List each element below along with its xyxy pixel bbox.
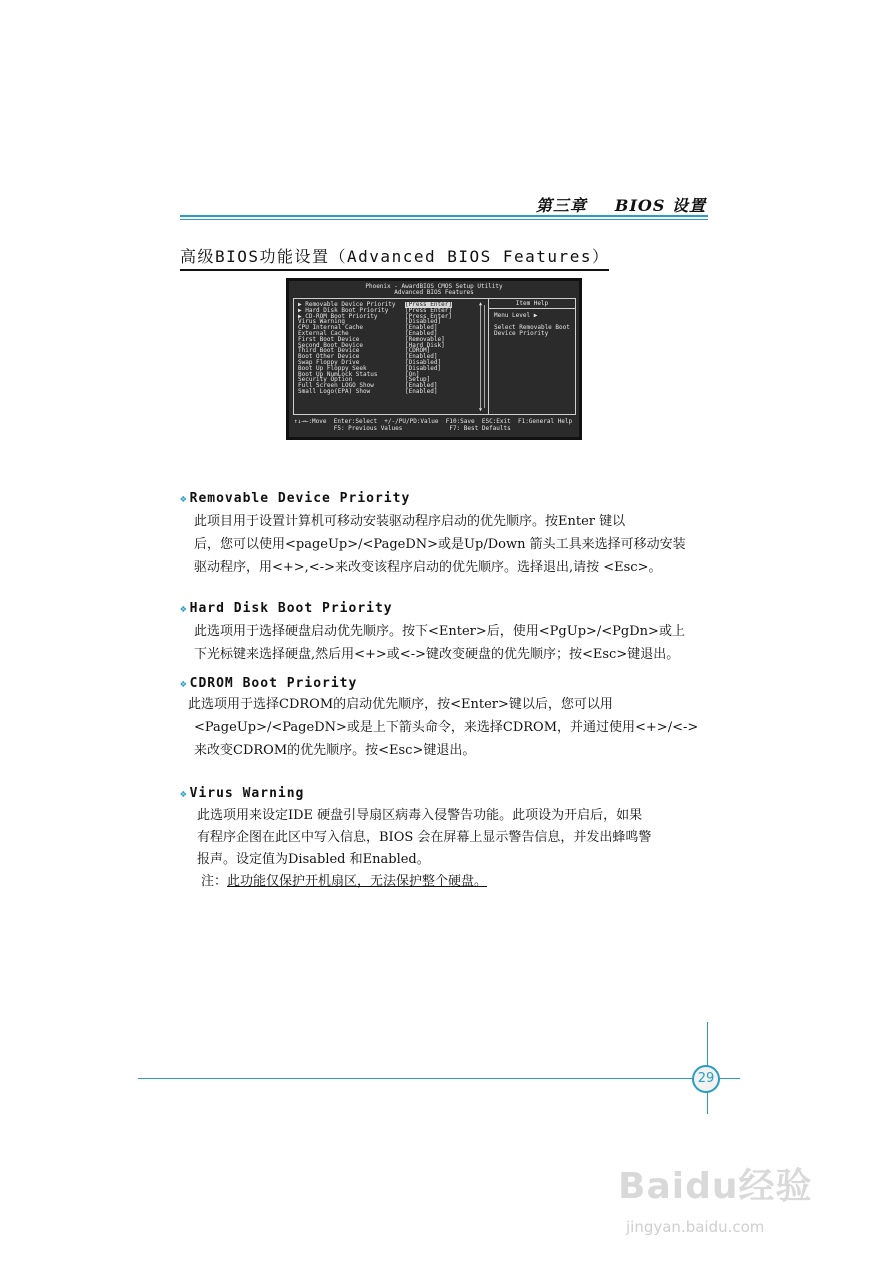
- section-title: 高级BIOS功能设置（Advanced BIOS Features）: [180, 244, 609, 271]
- bios-row: ▶ CD-ROM Boot Priority [Press Enter]: [298, 312, 452, 320]
- bios-screenshot: [286, 278, 582, 440]
- watermark-logo: Baidu经验: [618, 1166, 813, 1207]
- chapter-number: 第三章: [535, 196, 587, 215]
- bios-row: Virus Warning [Disabled]: [298, 318, 442, 326]
- chapter-topic: BIOS 设置: [614, 196, 706, 215]
- bios-title-line2: Advanced BIOS Features: [394, 289, 474, 296]
- diamond-bullet-icon: ❖: [180, 787, 188, 800]
- bios-footer-line1: ↑↓→←:Move Enter:Select +/-/PU/PD:Value F10:Save ESC:Exit F1:General Help: [294, 418, 573, 425]
- bios-row: Boot Up Floppy Seek [Disabled]: [298, 364, 442, 372]
- bios-row: External Cache [Enabled]: [298, 329, 438, 337]
- bios-help-rule: [489, 308, 575, 309]
- bios-menu-level: Menu Level ▶: [494, 312, 538, 319]
- item-desc-removable: 此项目用于设置计算机可移动安装驱动程序启动的优先顺序。按Enter 键以 后，您可以使用<pageUp>/<PageDN>或是Up/Down 箭头工具来选择可移动安装 驱动程序，用<+>,<->来改变该程序启动的优先顺序。选择退出,请按 <Esc>。: [194, 514, 686, 575]
- bios-help-title: Item Help: [515, 300, 549, 307]
- scroll-up-icon: ▲: [479, 301, 483, 307]
- virus-note: 注：此功能仅保护开机扇区，无法保护整个硬盘。: [201, 874, 488, 889]
- bios-help-divider: [488, 299, 489, 414]
- footer-rule: [138, 1078, 740, 1079]
- bios-row: Boot Up NumLock Status [On]: [298, 370, 420, 378]
- diamond-bullet-icon: ❖: [180, 492, 188, 505]
- watermark-url: jingyan.baidu.com: [626, 1218, 765, 1236]
- page-number: 29: [692, 1065, 720, 1093]
- bios-row: Security Option [Setup]: [298, 376, 431, 384]
- baidu-watermark: [618, 1150, 833, 1250]
- chapter-header: [536, 193, 706, 216]
- bios-scrollbar: [480, 305, 485, 408]
- scroll-down-icon: ▼: [479, 407, 483, 413]
- bios-title: [289, 284, 579, 296]
- bios-settings-list: [298, 302, 478, 395]
- bios-frame: [293, 298, 576, 415]
- bios-row: CPU Internal Cache [Enabled]: [298, 324, 438, 332]
- header-rule: [180, 215, 708, 217]
- item-desc-hard-disk: 此选项用于选择硬盘启动优先顺序。按下<Enter>后，使用<PgUp>/<PgDn>或上 下光标键来选择硬盘,然后用<+>或<->键改变硬盘的优先顺序；按<Esc>键退出。: [194, 624, 685, 662]
- bios-row: Full Screen LOGO Show [Enabled]: [298, 382, 438, 390]
- diamond-bullet-icon: ❖: [180, 677, 188, 690]
- bios-row: Third Boot Device [CDROM]: [298, 347, 431, 355]
- header-rule-thin: [180, 219, 708, 220]
- diamond-bullet-icon: ❖: [180, 602, 188, 615]
- bios-row: Small Logo(EPA) Show [Enabled]: [298, 387, 438, 395]
- item-heading-hard-disk: ❖ Hard Disk Boot Priority: [180, 601, 393, 616]
- bios-row-value-selected: [Press Enter]: [405, 301, 452, 308]
- bios-row: ▶ Removable Device Priority [Press Enter]: [298, 301, 452, 308]
- bios-row: First Boot Device [Removable]: [298, 335, 445, 343]
- item-desc-cdrom: 此选项用于选择CDROM的启动优先顺序，按<Enter>键以后，您可以用 <PageUp>/<PageDN>或是上下箭头命令，来选择CDROM，并通过使用<+>/<-> 来改变CDROM的优先顺序。按<Esc>键退出。: [188, 697, 699, 758]
- bios-footer-line2: F5: Previous Values F7: Best Defaults: [294, 425, 511, 432]
- bios-help-text: Select Removable Boot Device Priority: [494, 324, 570, 337]
- bios-row: ▶ Hard Disk Boot Priority [Press Enter]: [298, 306, 452, 314]
- bios-title-line1: Phoenix - AwardBIOS CMOS Setup Utility: [365, 283, 503, 290]
- item-desc-virus: 此选项用来设定IDE 硬盘引导扇区病毒入侵警告功能。此项设为开启后，如果 有程序企图在此区中写入信息，BIOS 会在屏幕上显示警告信息，并发出蜂鸣警 报声。设定值为Disabled 和Enabled。 注：此功能仅保护开机扇区，无法保护整个硬盘。: [197, 805, 651, 893]
- bios-row: Boot Other Device [Enabled]: [298, 353, 438, 361]
- item-heading-virus: ❖ Virus Warning: [180, 786, 305, 801]
- bios-row: Second Boot Device [Hard Disk]: [298, 341, 445, 349]
- item-heading-removable: ❖ Removable Device Priority: [180, 491, 411, 506]
- bios-row: Swap Floppy Drive [Disabled]: [298, 358, 442, 366]
- item-heading-cdrom: ❖ CDROM Boot Priority: [180, 676, 358, 691]
